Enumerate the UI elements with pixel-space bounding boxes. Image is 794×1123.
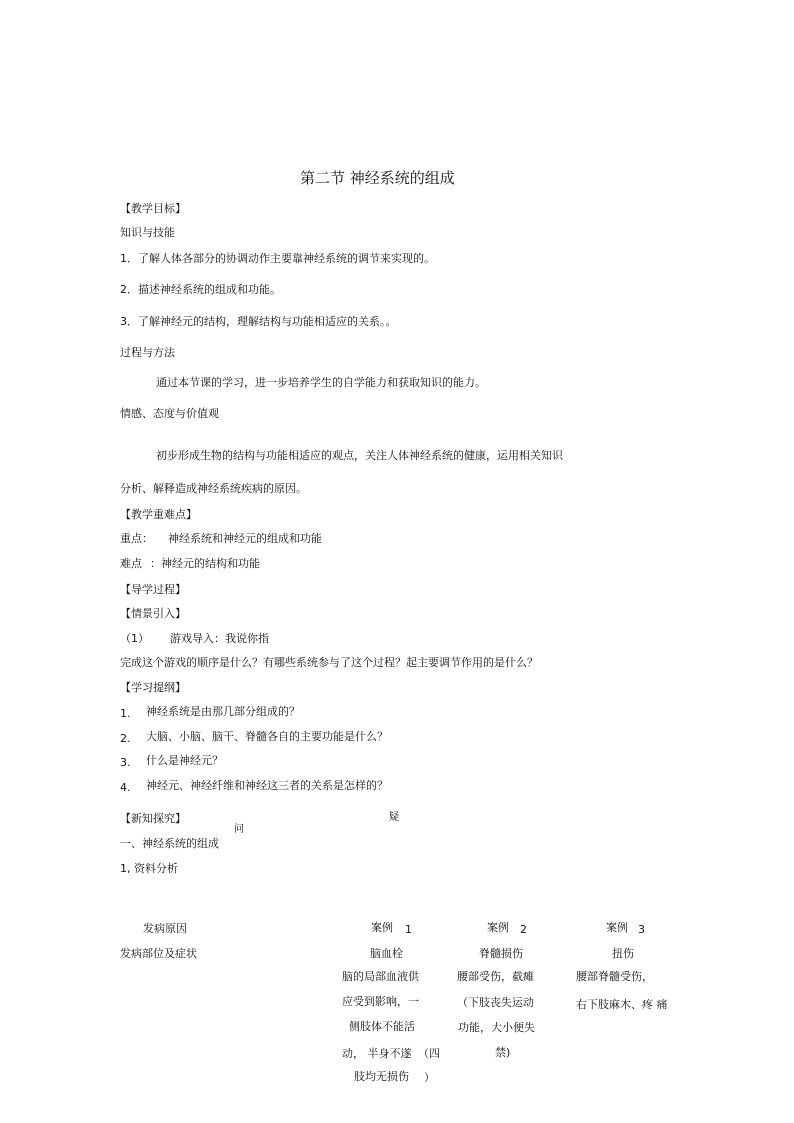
- intro-heading: 【情景引入】: [120, 607, 186, 620]
- case2-symptom: 功能，大小便失: [458, 1021, 535, 1034]
- subsection-heading: 1, 资料分析: [120, 862, 178, 875]
- page-title: 第二节 神经系统的组成: [300, 169, 455, 187]
- outline-num: 4.: [120, 781, 131, 794]
- process-text: 通过本节课的学习，进一步培养学生的自学能力和获取知识的能力。: [156, 376, 486, 389]
- emotion-heading: 情感、态度与价值观: [120, 407, 219, 420]
- case3-cause: 扭伤: [612, 947, 634, 960]
- section-heading: 一、神经系统的组成: [120, 837, 219, 850]
- case3-number: 3: [638, 923, 645, 936]
- row-label-symptom: 发病部位及症状: [120, 947, 197, 960]
- knowledge-heading: 知识与技能: [120, 226, 175, 239]
- case1-symptom: 脑的局部血液供: [342, 970, 419, 983]
- outline-num: 2.: [120, 732, 131, 745]
- outline-num: 3.: [120, 756, 131, 769]
- outline-item: 什么是神经元？: [146, 754, 223, 767]
- case1-cause: 脑血栓: [370, 947, 403, 960]
- objective-item: 2．描述神经系统的组成和功能。: [120, 283, 281, 296]
- key-points-heading: 【教学重难点】: [120, 508, 197, 521]
- case1-number: 1: [405, 923, 412, 936]
- case2-cause: 脊髓损伤: [479, 947, 523, 960]
- difficult-label: 难点: [120, 557, 142, 570]
- outline-item: 大脑、小脑、脑干、脊髓各自的主要功能是什么？: [146, 730, 388, 743]
- case2-number: 2: [520, 923, 527, 936]
- emotion-text: 分析、解释造成神经系统疾病的原因。: [120, 482, 307, 495]
- objective-item: 3．了解神经元的结构，理解结构与功能相适应的关系。。: [120, 315, 397, 328]
- guide-question: 完成这个游戏的顺序是什么？有哪些系统参与了这个过程？起主要调节作用的是什么？: [120, 656, 538, 669]
- case1-symptom: ）: [424, 1071, 435, 1084]
- outline-item: 神经系统是由那几部分组成的？: [146, 705, 300, 718]
- case2-label: 案例: [487, 921, 509, 934]
- case1-symptom: （四: [418, 1047, 440, 1060]
- case2-symptom: 腰部受伤，截瘫: [457, 970, 534, 983]
- case1-symptom: 侧肢体不能活: [349, 1020, 415, 1033]
- objectives-heading: 【教学目标】: [120, 202, 186, 215]
- difficult-text: ：神经元的结构和功能: [150, 557, 260, 570]
- outline-heading: 【学习提纲】: [120, 681, 186, 694]
- case3-label: 案例: [606, 921, 628, 934]
- key-label: 重点：: [120, 532, 153, 545]
- case2-symptom: （下肢丧失运动: [457, 996, 534, 1009]
- case3-symptom: 腰部脊髓受伤，: [576, 970, 653, 983]
- game-text: 游戏导入：我说你指: [170, 632, 269, 645]
- wen-char: 问: [234, 824, 244, 835]
- objective-item: 1．了解人体各部分的协调动作主要靠神经系统的调节来实现的。: [120, 252, 435, 265]
- row-label-cause: 发病原因: [143, 922, 187, 935]
- case2-symptom: 禁): [495, 1046, 511, 1059]
- outline-item: 神经元、神经纤维和神经这三者的关系是怎样的？: [146, 779, 388, 792]
- case1-label: 案例: [371, 921, 393, 934]
- explore-heading: 【新知探究】: [120, 812, 186, 825]
- emotion-text: 初步形成生物的结构与功能相适应的观点，关注人体神经系统的健康，运用相关知识: [156, 449, 563, 462]
- case1-symptom: 应受到影响，一: [342, 995, 419, 1008]
- case3-symptom: 右下肢麻木、疼 痛: [576, 998, 668, 1011]
- yi-char: 疑: [389, 812, 399, 823]
- guide-heading: 【导学过程】: [120, 583, 186, 596]
- outline-num: 1.: [120, 707, 131, 720]
- process-heading: 过程与方法: [120, 346, 175, 359]
- case1-symptom: 肢均无损伤: [354, 1070, 409, 1083]
- case1-symptom: 动， 半身不遂: [342, 1047, 412, 1060]
- game-number: （1）: [120, 632, 149, 645]
- key-text: 神经系统和神经元的组成和功能: [168, 532, 322, 545]
